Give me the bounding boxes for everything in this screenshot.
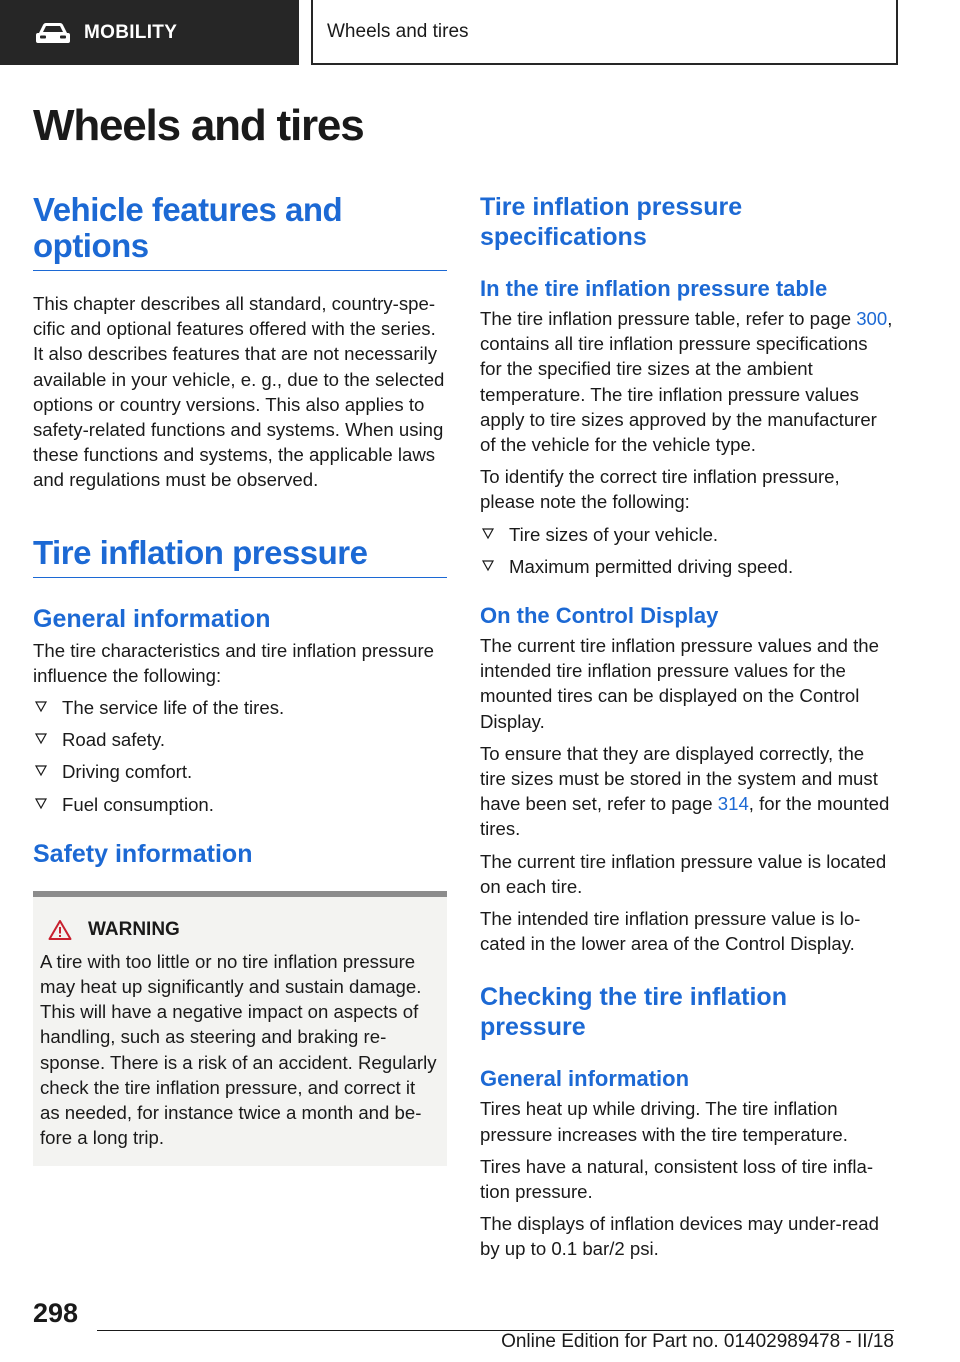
footer-edition: Online Edition for Part no. 01402989478 - II/18 <box>501 1331 894 1352</box>
triangle-bullet-icon <box>34 731 48 745</box>
pressure-rule <box>33 577 447 578</box>
page-link-300[interactable]: 300 <box>856 308 888 329</box>
display-text: The current tire inflation pressure values and the intended tire inflation pressure values for the mounted tires can be displayed on the Control Display. <box>480 635 879 732</box>
car-icon <box>36 22 70 44</box>
warning-title <box>48 919 439 941</box>
list-item: Road safety. <box>33 727 447 752</box>
left-column <box>33 192 447 1166</box>
ensure-text: To ensure that they are displayed correctly, the tire sizes must be stored in the system and must have been set, refer to page 314, for the mounted tires. <box>480 742 890 840</box>
check-general-heading: General information <box>480 1066 690 1092</box>
header-section-tab <box>0 0 299 65</box>
table-heading: In the tire inflation pressure table <box>480 276 828 301</box>
general-list <box>33 695 447 817</box>
general-text: The tire characteristics and tire inflation pressure influence the following: <box>33 639 434 686</box>
features-heading: Vehicle features and options <box>33 191 343 264</box>
check-text-1: Tires heat up while driving. The tire inflation pressure increases with the tire temperature. <box>480 1098 848 1145</box>
triangle-bullet-icon <box>34 796 48 810</box>
features-rule <box>33 270 447 271</box>
identify-list <box>480 522 894 579</box>
header-chapter-tab <box>311 0 898 65</box>
list-item: Fuel consumption. <box>33 792 447 817</box>
page-number: 298 <box>33 1298 79 1328</box>
page-title: Wheels and tires <box>33 101 364 150</box>
triangle-bullet-icon <box>481 526 495 540</box>
current-text: The current tire inflation pressure value is located on each tire. <box>480 850 887 897</box>
warning-box <box>33 891 447 1167</box>
intended-text: The intended tire inflation pressure value is located in the lower area of the Control Display. <box>480 908 861 955</box>
triangle-bullet-icon <box>34 763 48 777</box>
header-chapter-label: Wheels and tires <box>327 20 469 42</box>
features-text: This chapter describes all standard, country-specific and optional features offered with the series. It also describes features that are not necessarily available in your vehicle, e. g., due to the selected options or country versions. This also applies to safety-related functions and systems. When using these functions and systems, the applicable laws and regulations must be observed. <box>33 293 445 491</box>
list-item: Maximum permitted driving speed. <box>480 554 894 579</box>
general-heading: General information <box>33 604 271 633</box>
check-text-3: The displays of inflation devices may under-read by up to 0.1 bar/2 psi. <box>480 1213 879 1260</box>
triangle-bullet-icon <box>34 699 48 713</box>
spec-heading: Tire inflation pressure specifications <box>480 193 743 251</box>
list-item: Tire sizes of your vehicle. <box>480 522 894 547</box>
display-heading: On the Control Display <box>480 603 719 629</box>
list-item: Driving comfort. <box>33 759 447 784</box>
right-column <box>480 192 894 1262</box>
warning-label: WARNING <box>88 918 180 940</box>
warning-text: A tire with too little or no tire inflation pressure may heat up significantly and sustain damage. This will have a negative impact on aspects of handling, such as steering and braking response. There is a risk of an accident. Regularly check the tire inflation pressure, and correct it as needed, for instance twice a month and before a long trip. <box>40 950 437 1149</box>
warning-triangle-icon <box>48 919 72 941</box>
triangle-bullet-icon <box>481 558 495 572</box>
page-link-314[interactable]: 314 <box>717 793 749 815</box>
check-text-2: Tires have a natural, consistent loss of tire inflation pressure. <box>480 1155 874 1203</box>
pressure-heading: Tire inflation pressure <box>33 533 368 571</box>
header-section-label: MOBILITY <box>84 21 178 43</box>
identify-text: To identify the correct tire inflation pressure, please note the following: <box>480 466 840 513</box>
checking-heading: Checking the tire inflation pressure <box>480 983 787 1042</box>
table-text: The tire inflation pressure table, refer to page 300, contains all tire inflation pressure specifications for the specified tire sizes at the ambient temperature. The tire inflation pressure values apply to tire sizes approved by the manufacturer of the vehicle for the vehicle type. <box>480 308 893 456</box>
safety-heading: Safety information <box>33 839 253 868</box>
list-item: The service life of the tires. <box>33 695 447 720</box>
